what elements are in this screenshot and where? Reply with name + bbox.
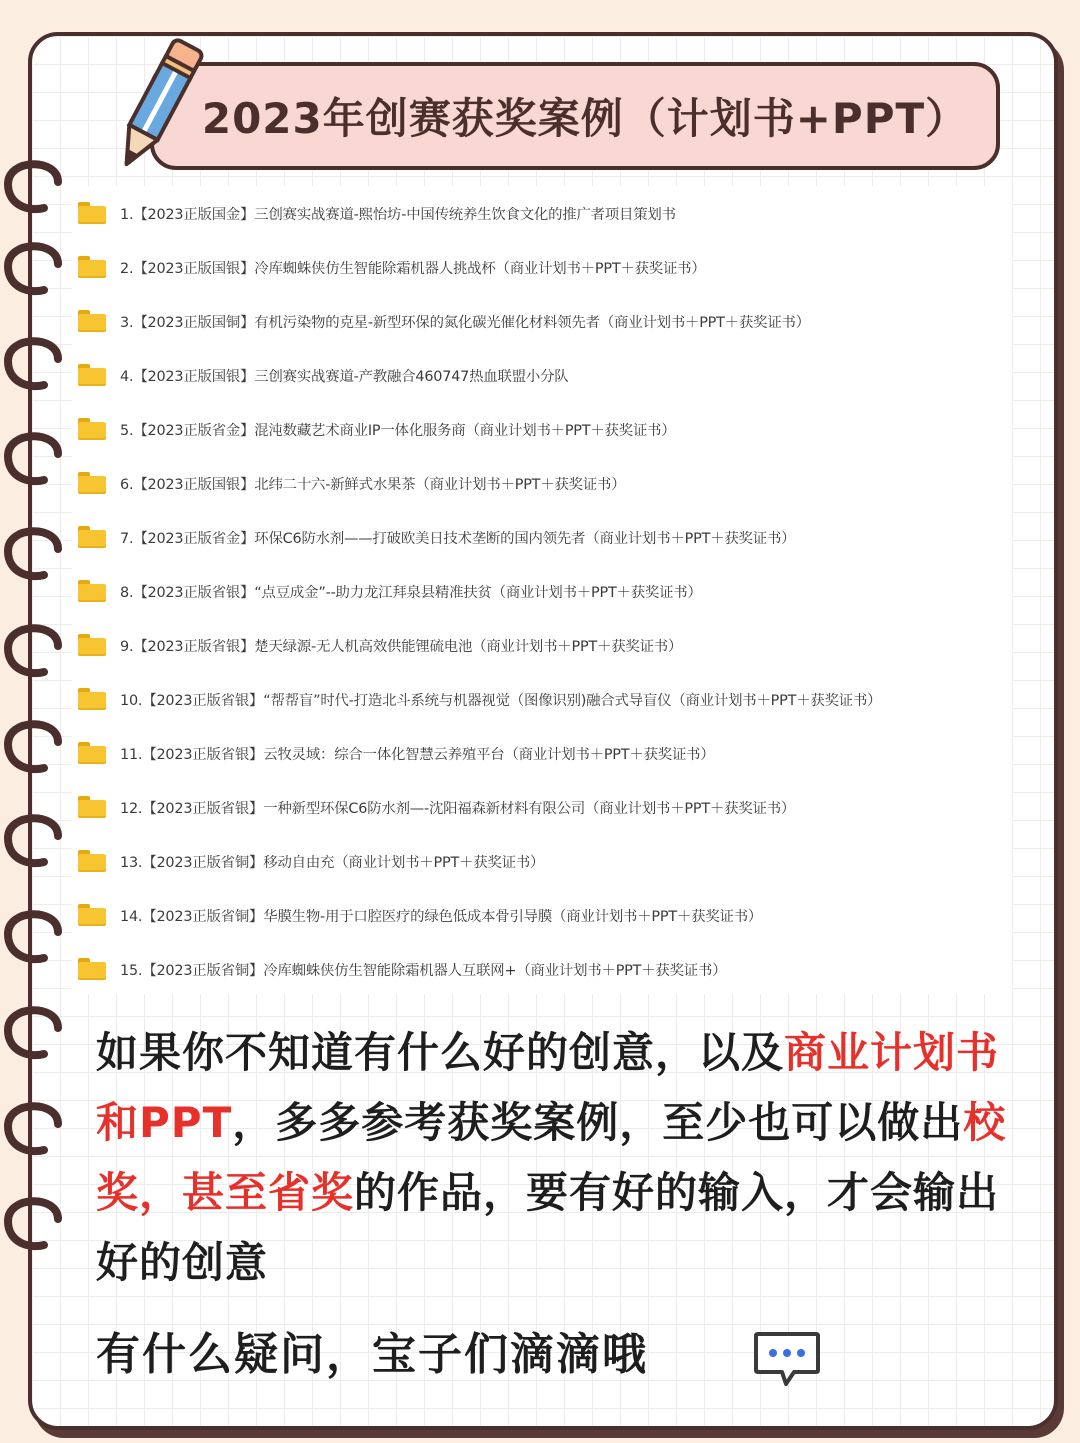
file-list <box>72 186 1012 994</box>
file-list-item[interactable] <box>72 672 1012 726</box>
folder-icon <box>78 850 106 872</box>
binder-ring-icon <box>8 246 58 291</box>
binder-ring-icon <box>8 914 58 959</box>
file-list-item[interactable] <box>72 888 1012 942</box>
highlight-business-plan: 商业计划书和PPT <box>96 1028 1000 1147</box>
binder-ring-icon <box>8 1201 58 1246</box>
title-banner <box>150 62 1000 170</box>
folder-icon <box>78 310 106 332</box>
file-name: 15.【2023正版省铜】冷库蜘蛛侠仿生智能除霜机器人互联网+（商业计划书＋PPT＋获奖证书） <box>120 962 727 979</box>
folder-icon <box>78 580 106 602</box>
message-part: 的作品，要有好的输入，才会输出好的创意 <box>96 1168 1000 1287</box>
file-list-item[interactable] <box>72 510 1012 564</box>
binder-ring-icon <box>8 818 58 863</box>
highlight-awards: 校奖，甚至省奖 <box>96 1098 1007 1217</box>
folder-icon <box>78 364 106 386</box>
file-name: 1.【2023正版国金】三创赛实战赛道-熙怡坊-中国传统养生饮食文化的推广者项目策划书 <box>120 206 676 223</box>
binder-ring-icon <box>8 628 58 673</box>
pencil-icon <box>98 30 218 180</box>
file-name: 6.【2023正版国银】北纬二十六-新鲜式水果茶（商业计划书＋PPT＋获奖证书） <box>120 476 626 493</box>
folder-icon <box>78 688 106 710</box>
chat-bubble-icon <box>752 1328 822 1390</box>
file-name: 8.【2023正版省银】“点豆成金”--助力龙江拜泉县精准扶贫（商业计划书＋PPT＋获奖证书） <box>120 584 702 601</box>
folder-icon <box>78 904 106 926</box>
question-text: 有什么疑问，宝子们滴滴哦 <box>96 1329 648 1380</box>
file-list-item[interactable] <box>72 618 1012 672</box>
message-paragraph <box>96 1018 1016 1298</box>
file-name: 14.【2023正版省铜】华膜生物-用于口腔医疗的绿色低成本骨引导膜（商业计划书＋PPT＋获奖证书） <box>120 908 763 925</box>
file-name: 4.【2023正版国银】三创赛实战赛道-产教融合460747热血联盟小分队 <box>120 368 569 385</box>
file-list-item[interactable] <box>72 186 1012 240</box>
folder-icon <box>78 796 106 818</box>
file-list-item[interactable] <box>72 402 1012 456</box>
binder-rings <box>0 0 80 1443</box>
binder-ring-icon <box>8 724 58 769</box>
file-list-item[interactable] <box>72 780 1012 834</box>
binder-ring-icon <box>8 1010 58 1055</box>
binder-ring-icon <box>8 531 58 576</box>
file-name: 3.【2023正版国铜】有机污染物的克星-新型环保的氮化碳光催化材料领先者（商业计划书＋PPT＋获奖证书） <box>120 314 810 331</box>
binder-ring-icon <box>8 341 58 386</box>
binder-ring-icon <box>8 1106 58 1151</box>
folder-icon <box>78 742 106 764</box>
folder-icon <box>78 526 106 548</box>
file-list-item[interactable] <box>72 834 1012 888</box>
file-name: 5.【2023正版省金】混沌数藏艺术商业IP一体化服务商（商业计划书＋PPT＋获奖证书） <box>120 422 676 439</box>
file-name: 10.【2023正版省银】“帮帮盲”时代-打造北斗系统与机器视觉（图像识别)融合式导盲仪（商业计划书＋PPT＋获奖证书） <box>120 692 882 709</box>
folder-icon <box>78 256 106 278</box>
folder-icon <box>78 958 106 980</box>
page-title: 2023年创赛获奖案例（计划书+PPT） <box>201 94 969 143</box>
file-list-item[interactable] <box>72 456 1012 510</box>
file-name: 12.【2023正版省银】一种新型环保C6防水剂—-沈阳福森新材料有限公司（商业计划书＋PPT＋获奖证书） <box>120 800 796 817</box>
file-list-item[interactable] <box>72 294 1012 348</box>
message-part: 如果你不知道有什么好的创意，以及 <box>96 1028 785 1077</box>
message-part: ，多多参考获奖案例，至少也可以做出 <box>232 1098 964 1147</box>
file-name: 9.【2023正版省银】楚天绿源-无人机高效供能锂硫电池（商业计划书＋PPT＋获奖证书） <box>120 638 683 655</box>
file-list-item[interactable] <box>72 564 1012 618</box>
file-name: 13.【2023正版省铜】移动自由充（商业计划书＋PPT＋获奖证书） <box>120 854 545 871</box>
file-list-item[interactable] <box>72 726 1012 780</box>
binder-ring-icon <box>8 164 58 209</box>
folder-icon <box>78 202 106 224</box>
folder-icon <box>78 472 106 494</box>
folder-icon <box>78 418 106 440</box>
file-name: 11.【2023正版省银】云牧灵域：综合一体化智慧云养殖平台（商业计划书＋PPT＋获奖证书） <box>120 746 715 763</box>
binder-ring-icon <box>8 436 58 481</box>
file-list-item[interactable] <box>72 240 1012 294</box>
file-list-item[interactable] <box>72 348 1012 402</box>
file-name: 2.【2023正版国银】冷库蜘蛛侠仿生智能除霜机器人挑战杯（商业计划书＋PPT＋获奖证书） <box>120 260 706 277</box>
file-list-item[interactable] <box>72 942 1012 996</box>
file-name: 7.【2023正版省金】环保C6防水剂——打破欧美日技术垄断的国内领先者（商业计划书＋PPT＋获奖证书） <box>120 530 796 547</box>
folder-icon <box>78 634 106 656</box>
